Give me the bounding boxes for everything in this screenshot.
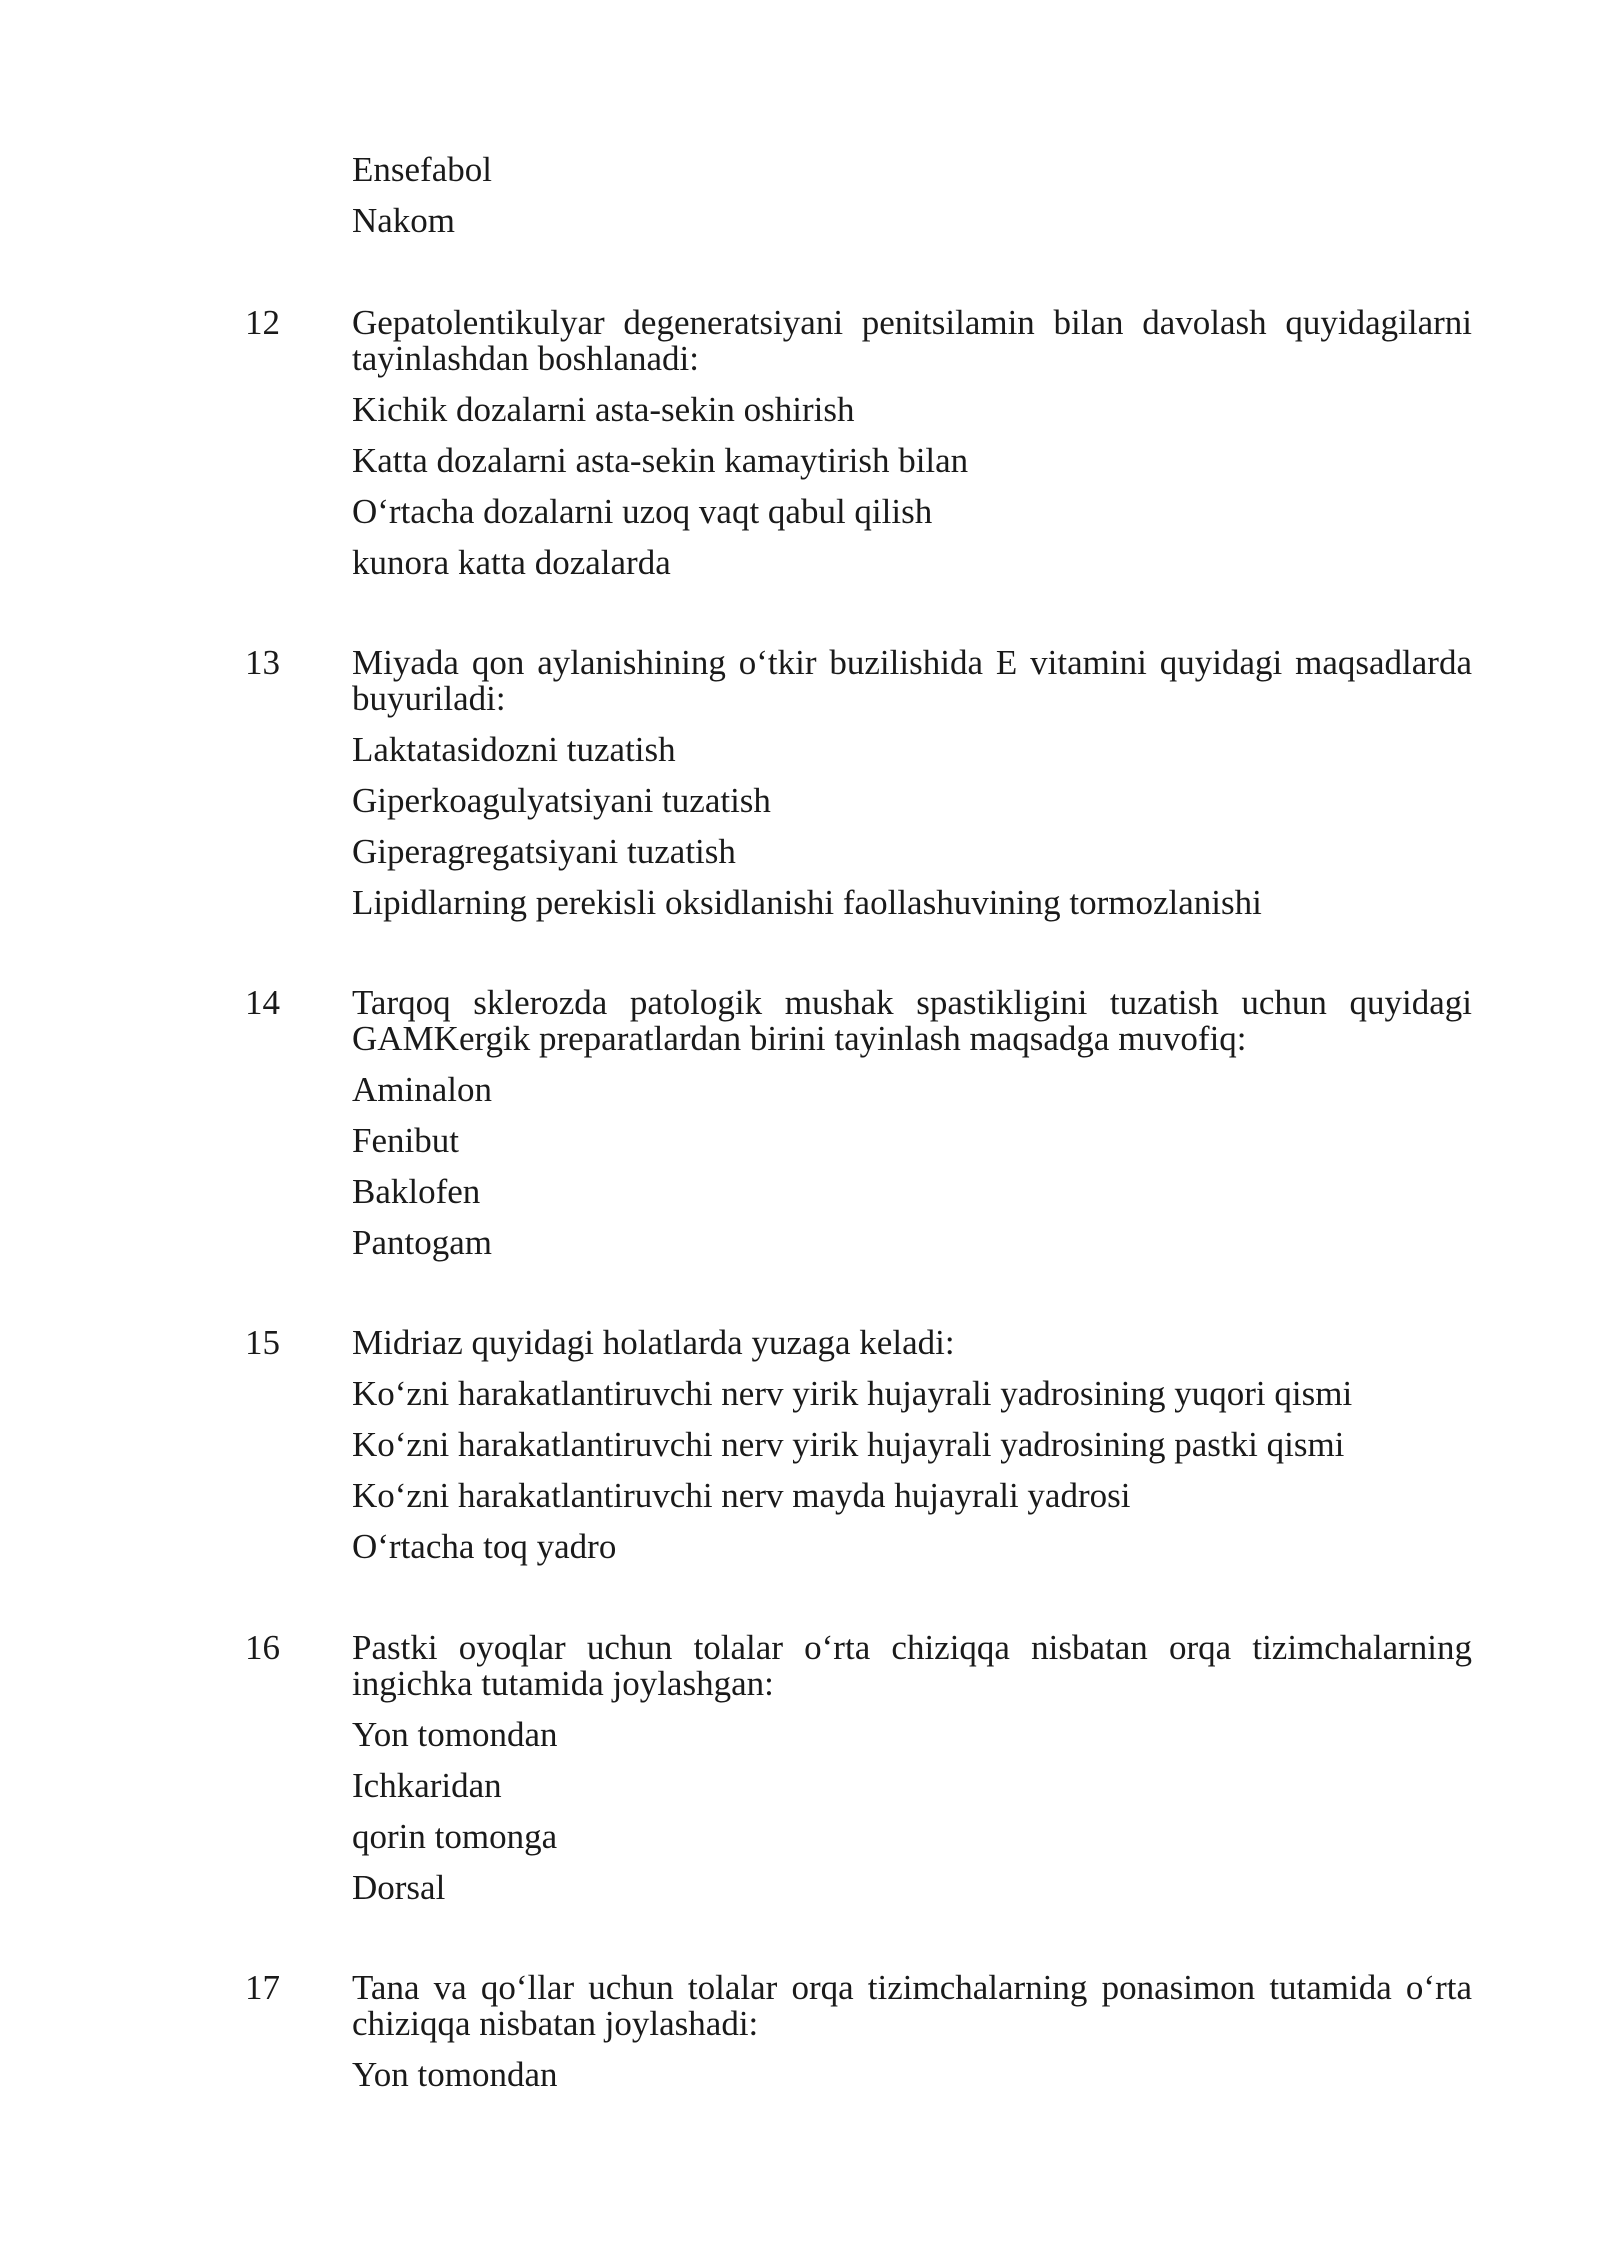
answer-option: kunora katta dozalarda: [352, 543, 671, 582]
question-number: 14: [245, 983, 280, 1022]
answer-option: Laktatasidozni tuzatish: [352, 730, 676, 769]
answer-option: Aminalon: [352, 1070, 492, 1109]
answer-option: Nakom: [352, 201, 456, 240]
answer-option: O‘rtacha dozalarni uzoq vaqt qabul qilish: [352, 492, 933, 531]
answer-option: Pantogam: [352, 1223, 492, 1262]
question-number: 13: [245, 643, 280, 682]
answer-option: O‘rtacha toq yadro: [352, 1527, 617, 1566]
answer-option: Giperkoagulyatsiyani tuzatish: [352, 781, 771, 820]
answer-option: Ichkaridan: [352, 1766, 502, 1805]
answer-option: Ko‘zni harakatlantiruvchi nerv yirik hujayrali yadrosining yuqori qismi: [352, 1374, 1353, 1413]
answer-option: Ko‘zni harakatlantiruvchi nerv mayda hujayrali yadrosi: [352, 1476, 1131, 1515]
question-number: 17: [245, 1968, 280, 2007]
question-number: 15: [245, 1323, 280, 1362]
answer-option: Baklofen: [352, 1172, 481, 1211]
answer-option: Yon tomondan: [352, 2055, 558, 2094]
question-text: Tarqoq sklerozda patologik mushak spastikligini tuzatish uchun quyidagi GAMKergik preparatlardan birini tayinlash maqsadga muvofiq:: [352, 983, 1472, 1058]
question-number: 12: [245, 303, 280, 342]
question-text: Gepatolentikulyar degeneratsiyani penitsilamin bilan davolash quyidagilarni tayinlashdan boshlanadi:: [352, 303, 1472, 378]
question-text: Pastki oyoqlar uchun tolalar o‘rta chiziqqa nisbatan orqa tizimchalarning ingichka tutamida joylashgan:: [352, 1628, 1472, 1703]
question-text: Tana va qo‘llar uchun tolalar orqa tizimchalarning ponasimon tutamida o‘rta chiziqqa nisbatan joylashadi:: [352, 1968, 1472, 2043]
answer-option: Ko‘zni harakatlantiruvchi nerv yirik hujayrali yadrosining pastki qismi: [352, 1425, 1345, 1464]
answer-option: qorin tomonga: [352, 1817, 558, 1856]
answer-option: Katta dozalarni asta-sekin kamaytirish bilan: [352, 441, 969, 480]
answer-option: Kichik dozalarni asta-sekin oshirish: [352, 390, 855, 429]
answer-option: Dorsal: [352, 1868, 446, 1907]
answer-option: Yon tomondan: [352, 1715, 558, 1754]
question-text: Miyada qon aylanishining o‘tkir buzilishida E vitamini quyidagi maqsadlarda buyuriladi:: [352, 643, 1472, 718]
answer-option: Giperagregatsiyani tuzatish: [352, 832, 736, 871]
answer-option: Ensefabol: [352, 150, 492, 189]
answer-option: Fenibut: [352, 1121, 459, 1160]
question-text: Midriaz quyidagi holatlarda yuzaga keladi:: [352, 1323, 955, 1362]
answer-option: Lipidlarning perekisli oksidlanishi faollashuvining tormozlanishi: [352, 883, 1262, 922]
leading-options: [352, 152, 1472, 254]
question-number: 16: [245, 1628, 280, 1667]
